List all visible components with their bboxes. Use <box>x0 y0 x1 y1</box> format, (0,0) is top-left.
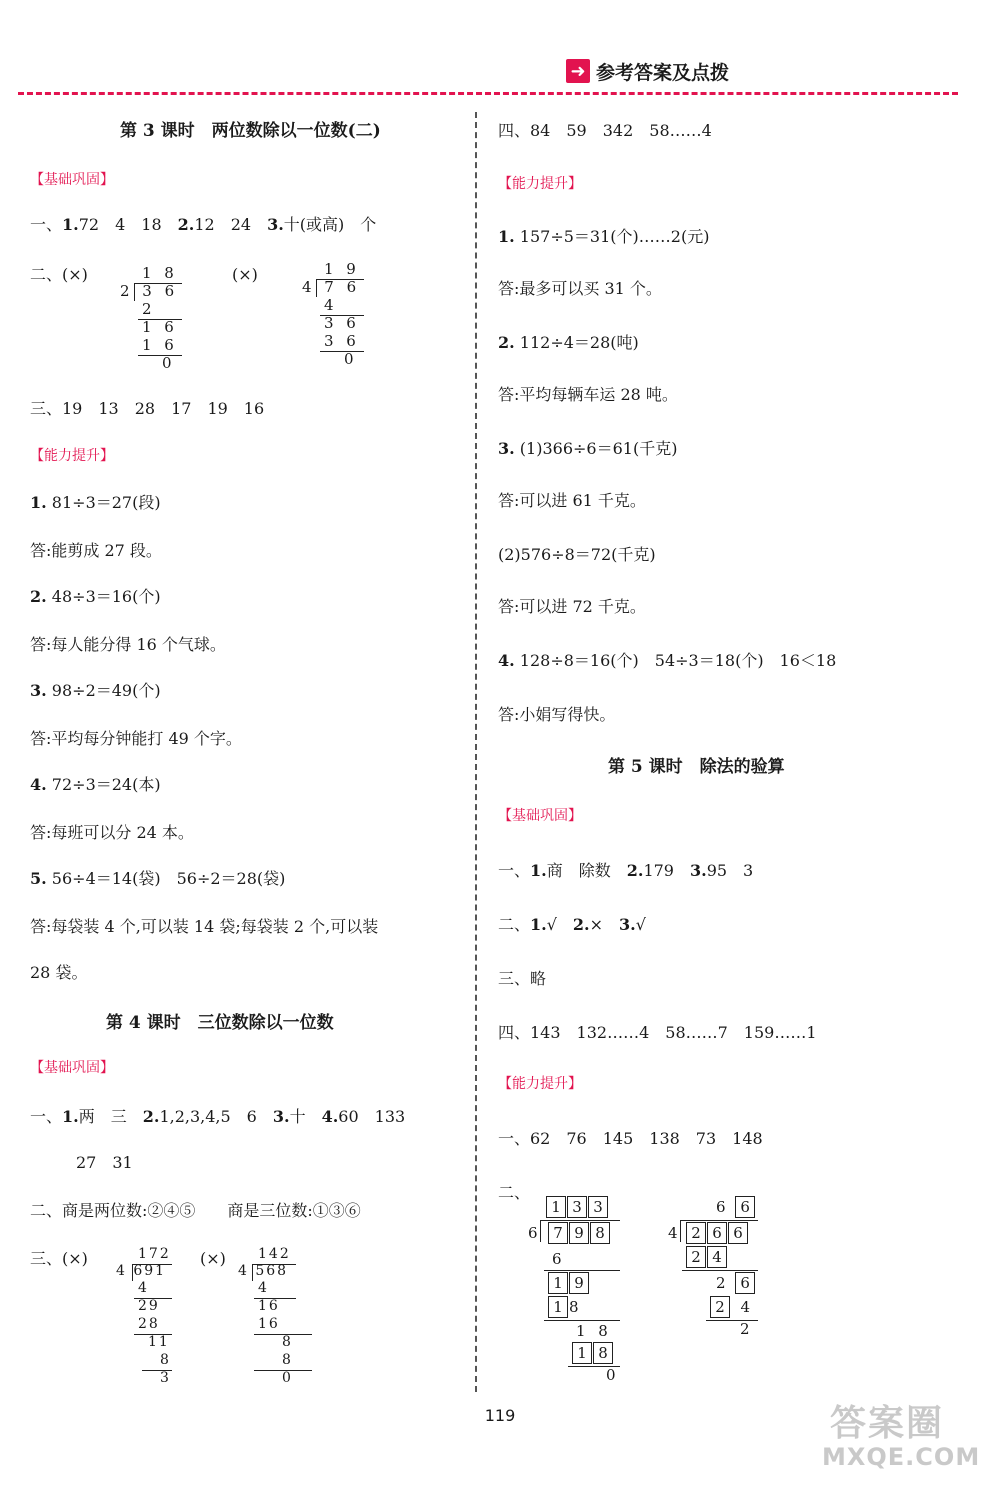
answer-line: 答:每班可以分 24 本。 <box>30 823 194 842</box>
watermark: 答案圈 MXQE.COM <box>822 1403 981 1471</box>
page-header <box>566 56 729 86</box>
answer-line: 答:小娟写得快。 <box>498 705 616 724</box>
answer-line: 1. 81÷3＝27(段) <box>30 493 161 512</box>
answer-line: 四、84 59 342 58……4 <box>498 121 712 140</box>
boxed-division: 6 6 4 2 6 6 2 4 2 6 2 4 2 <box>668 1196 778 1356</box>
tag-ability: 【能力提升】 <box>30 448 114 464</box>
answer-line: 2. 112÷4＝28(吨) <box>498 333 639 352</box>
answer-line: 4. 128÷8＝16(个) 54÷3＝18(个) 16＜18 <box>498 651 837 670</box>
answer-line: 28 袋。 <box>30 963 88 982</box>
answer-line: 一、1.72 4 18 2.12 24 3.十(或高) 个 <box>30 215 377 234</box>
answer-line: 3. 98÷2＝49(个) <box>30 681 161 700</box>
answer-line: 答:可以进 72 千克。 <box>498 597 646 616</box>
answer-line: 27 31 <box>76 1153 133 1172</box>
answer-line: 二、 <box>498 1183 531 1202</box>
lesson4-title: 第 4 课时 三位数除以一位数 <box>106 1013 334 1033</box>
answer-line: 3. (1)366÷6＝61(千克) <box>498 439 678 458</box>
tag-ability: 【能力提升】 <box>498 176 582 192</box>
answer-line: (×) <box>200 1249 226 1268</box>
answer-line: 二、(×) <box>30 265 88 284</box>
answer-line: 1. 157÷5＝31(个)……2(元) <box>498 227 710 246</box>
answer-line: 二、1.√ 2.× 3.√ <box>498 915 646 934</box>
answer-line: 三、19 13 28 17 19 16 <box>30 399 265 418</box>
answer-line: 5. 56÷4＝14(袋) 56÷2＝28(袋) <box>30 869 286 888</box>
tag-basic: 【基础巩固】 <box>498 808 582 824</box>
lesson3-title: 第 3 课时 两位数除以一位数(二) <box>120 121 381 141</box>
lesson5-title: 第 5 课时 除法的验算 <box>608 757 785 777</box>
column-divider <box>475 112 477 1392</box>
header-title: 参考答案及点拨 <box>596 61 730 84</box>
double-arrow-right-icon: ➜ <box>566 59 590 83</box>
answer-line: 4. 72÷3＝24(本) <box>30 775 161 794</box>
answer-line: 2. 48÷3＝16(个) <box>30 587 161 606</box>
long-division: 1 9 4 7 6 4 3 6 3 6 0 <box>294 260 374 370</box>
answer-line: 一、1.商 除数 2.179 3.95 3 <box>498 861 754 880</box>
tag-basic: 【基础巩固】 <box>30 172 114 188</box>
answer-line: (2)576÷8＝72(千克) <box>498 545 656 564</box>
long-division: 142 4 568 4 16 16 8 8 0 <box>236 1246 336 1396</box>
answer-line: 三、略 <box>498 969 547 988</box>
answer-line: 答:每袋装 4 个,可以装 14 袋;每袋装 2 个,可以装 <box>30 917 379 936</box>
page-number: 119 <box>484 1406 516 1425</box>
answer-line: 答:平均每辆车运 28 吨。 <box>498 385 678 404</box>
answer-line: 一、1.两 三 2.1,2,3,4,5 6 3.十 4.60 133 <box>30 1107 406 1126</box>
long-division: 172 4 691 4 29 28 11 8 3 <box>116 1246 173 1386</box>
tag-basic: 【基础巩固】 <box>30 1060 114 1076</box>
answer-line: 答:能剪成 27 段。 <box>30 541 162 560</box>
answer-line: 答:可以进 61 千克。 <box>498 491 646 510</box>
answer-line: (×) <box>232 265 258 284</box>
answer-line: 答:最多可以买 31 个。 <box>498 279 662 298</box>
tag-ability: 【能力提升】 <box>498 1076 582 1092</box>
long-division: 1 8 2 3 6 2 1 6 1 6 0 <box>112 264 192 374</box>
answer-line: 一、62 76 145 138 73 148 <box>498 1129 763 1148</box>
header-divider <box>18 92 958 95</box>
answer-line: 二、商是两位数:②④⑤ 商是三位数:①③⑥ <box>30 1201 361 1220</box>
answer-line: 四、143 132……4 58……7 159……1 <box>498 1023 817 1042</box>
answer-line: 答:平均每分钟能打 49 个字。 <box>30 729 242 748</box>
answer-line: 三、(×) <box>30 1249 88 1268</box>
boxed-division: 1 3 3 6 7 9 8 6 1 9 1 8 1 8 1 8 0 <box>528 1198 620 1384</box>
answer-line: 答:每人能分得 16 个气球。 <box>30 635 226 654</box>
